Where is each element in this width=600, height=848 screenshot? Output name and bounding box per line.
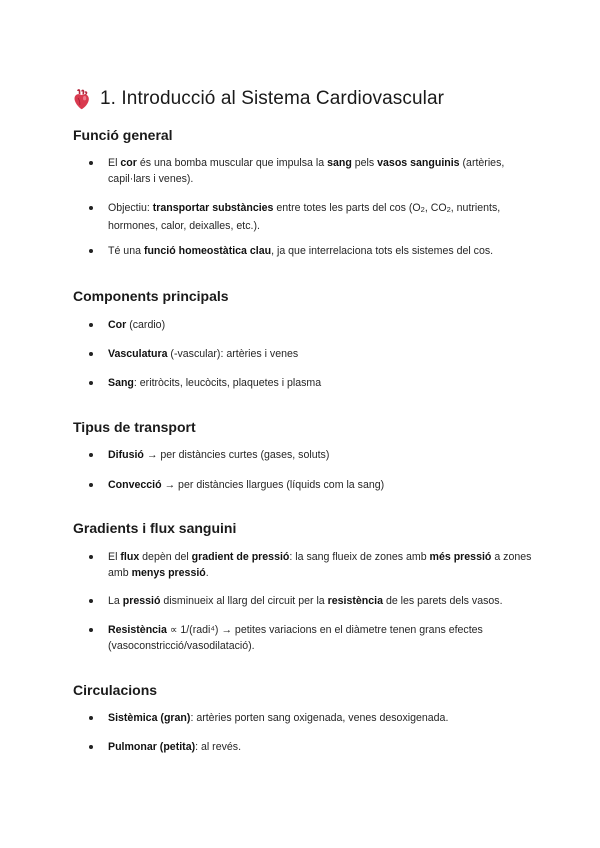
- list-item-transport-2: [108, 477, 540, 493]
- section-heading-components: Components principals: [73, 288, 229, 304]
- list-item-circulacions-2: [108, 739, 540, 755]
- section-heading-transport: Tipus de transport: [73, 419, 196, 435]
- page-title-text: 1. Introducció al Sistema Cardiovascular: [100, 88, 445, 109]
- bold-term: flux: [120, 551, 140, 563]
- section-heading-funcio-general: Funció general: [73, 127, 173, 143]
- bold-term: més pressió: [429, 551, 492, 563]
- bold-term: menys pressió: [131, 567, 206, 579]
- text-run: 2: [420, 205, 425, 214]
- bold-term: sang: [327, 157, 352, 169]
- list-item-circulacions-1: [108, 710, 540, 726]
- text-run: (artèries, capil·lars i venes).: [108, 157, 505, 185]
- text-run: Objectiu:: [108, 202, 153, 214]
- text-run: → per distàncies llargues (líquids com la sang): [161, 479, 385, 491]
- text-run: de les parets dels vasos.: [383, 595, 503, 607]
- bold-term: pressió: [122, 595, 161, 607]
- list-item-gradients-1: [108, 549, 540, 581]
- text-run: pels: [351, 157, 378, 169]
- text-run: a zones amb: [108, 551, 532, 579]
- text-run: depèn del: [139, 551, 192, 563]
- text-run: : artèries porten sang oxigenada, venes desoxigenada.: [190, 712, 449, 724]
- bold-term: funció homeostàtica clau: [143, 245, 272, 257]
- text-run: La: [108, 595, 123, 607]
- section-heading-circulacions: Circulacions: [73, 682, 158, 698]
- text-run: : eritròcits, leucòcits, plaquetes i plasma: [133, 377, 322, 389]
- text-run: entre totes les parts del cos (O: [273, 202, 421, 214]
- list-item-funcio-1: [108, 155, 540, 187]
- text-run: → per distàncies curtes (gases, soluts): [143, 449, 330, 461]
- text-run: disminueix al llarg del circuit per la: [160, 595, 328, 607]
- bold-term: vasos sanguinis: [377, 157, 460, 169]
- text-run: 2: [446, 205, 451, 214]
- list-item-gradients-3: [108, 622, 540, 654]
- list-item-components-2: [108, 346, 540, 362]
- bold-term: Pulmonar (petita): [108, 741, 196, 753]
- text-run: El: [108, 551, 121, 563]
- text-run: (-vascular): artèries i venes: [167, 348, 299, 360]
- bold-term: cor: [120, 157, 137, 169]
- text-run: (cardio): [126, 319, 166, 331]
- text-run: El: [108, 157, 121, 169]
- list-item-transport-1: [108, 447, 540, 463]
- text-run: és una bomba muscular que impulsa la: [136, 157, 328, 169]
- list-item-funcio-2: [108, 200, 540, 234]
- bold-term: Convecció: [108, 479, 162, 491]
- list-item-components-1: [108, 317, 540, 333]
- page-title: [73, 88, 444, 110]
- text-run: , CO: [424, 202, 447, 214]
- bold-term: transportar substàncies: [152, 202, 274, 214]
- bold-term: Cor: [108, 319, 127, 331]
- bold-term: gradient de pressió: [191, 551, 290, 563]
- text-run: : la sang flueix de zones amb: [289, 551, 430, 563]
- bold-term: Sistèmica (gran): [108, 712, 191, 724]
- anatomical-heart-icon: [73, 89, 90, 110]
- bold-term: Difusió: [108, 449, 144, 461]
- text-run: , nutrients, hormones, calor, deixalles, etc.).: [108, 202, 501, 232]
- bold-term: Sang: [108, 377, 134, 389]
- section-heading-gradients: Gradients i flux sanguini: [73, 520, 237, 536]
- list-item-components-3: [108, 375, 540, 391]
- text-run: .: [205, 567, 209, 579]
- bold-term: Resistència: [108, 624, 167, 636]
- text-run: , ja que interrelaciona tots els sistemes del cos.: [271, 245, 494, 257]
- bold-term: resistència: [327, 595, 383, 607]
- list-item-funcio-3: [108, 243, 540, 259]
- list-item-gradients-2: [108, 593, 540, 609]
- text-run: Té una: [108, 245, 144, 257]
- text-run: ∝ 1/(radi⁴) → petites variacions en el diàmetre tenen grans efectes (vasoconstricció/vasodilatació).: [108, 624, 483, 652]
- text-run: : al revés.: [195, 741, 242, 753]
- bold-term: Vasculatura: [108, 348, 168, 360]
